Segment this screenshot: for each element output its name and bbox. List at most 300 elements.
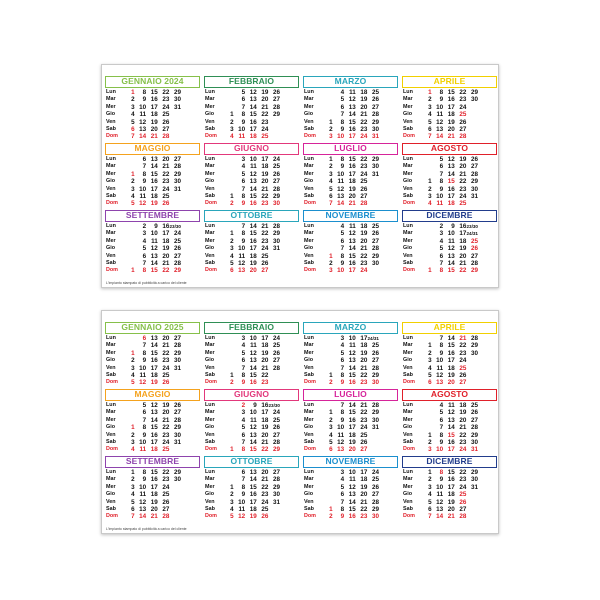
weekday-row [402,163,497,170]
day-number: 9 [340,379,345,387]
weekday-label: Dom [403,446,415,453]
weekday-row [303,342,398,349]
weekday-row [204,119,299,126]
month-title: FEBBRAIO [204,322,299,334]
day-number: 14 [447,259,455,267]
day-number: 27 [162,125,170,133]
weekday-label: Lun [205,156,215,162]
day-number: 21 [459,170,467,178]
day-number: 6 [340,357,345,365]
day-number [169,484,181,491]
weekday-label: Mar [106,163,116,170]
day-number: 13 [249,357,257,365]
day-number: 16 [348,513,356,521]
day-number [420,417,432,424]
month-block [303,389,398,454]
day-number: 24 [459,192,467,200]
day-number: 20 [162,335,170,342]
month-days [105,156,200,208]
weekday-row [402,513,497,520]
day-number [123,156,135,163]
day-number: 27 [371,357,379,365]
day-number: 29 [272,483,280,491]
day-number: 9 [154,223,158,230]
day-number: 11 [337,178,345,186]
day-number: 27 [459,505,467,513]
weekday-row [402,402,497,409]
day-number: 17 [447,483,455,491]
day-number: 4 [230,252,234,260]
day-number: 28 [173,163,181,171]
day-number: 23 [360,163,368,171]
day-number: 18 [150,111,158,119]
day-number: 19 [447,118,455,126]
day-number: 19 [348,185,356,193]
day-number: 12 [150,245,158,253]
day-number: 22 [261,371,269,379]
day-number: 12 [337,185,345,193]
weekday-label: Sab [403,371,413,378]
day-number: 26 [459,118,467,126]
day-number: 22 [459,178,467,186]
day-number [169,111,181,118]
weekday-row [303,156,398,163]
weekday-row [105,156,200,163]
day-number: 15 [249,192,257,200]
month-block [402,143,497,208]
day-number: 23 [459,349,467,357]
day-number: 22 [459,89,467,96]
weekday-label: Ven [106,252,116,259]
weekday-row [402,439,497,446]
weekday-label: Dom [403,513,415,520]
day-number: 18 [360,89,368,96]
day-number [268,119,280,126]
day-number: 23 [162,476,170,484]
day-number: 18 [249,505,257,513]
day-number: 5 [329,438,333,446]
weekday-label: Sab [205,259,215,266]
day-number [367,432,379,439]
weekday-row [105,245,200,252]
day-number: 28 [272,364,280,372]
day-number: 29 [173,267,181,275]
day-number: 17 [447,357,455,365]
weekday-label: Dom [106,133,118,140]
day-number: 27 [371,103,379,111]
weekday-row [105,342,200,349]
weekday-label: Dom [106,267,118,274]
day-number [169,372,181,379]
day-number [420,260,432,267]
month-title: DICEMBRE [402,456,497,468]
day-number: 21 [348,200,356,208]
weekday-row [204,357,299,364]
day-number: 4 [230,505,234,513]
day-number: 17 [150,438,158,446]
day-number: 2 [329,416,333,424]
day-number: 7 [329,200,333,208]
weekday-label: Lun [205,223,215,229]
day-number: 25 [459,364,467,372]
day-number: 14 [139,513,147,521]
day-number: 2 [428,438,432,446]
day-number: 7 [340,111,345,119]
day-number: 12 [348,483,356,491]
day-number: 4 [230,133,234,141]
weekday-label: Sab [304,505,314,512]
day-number: 16 [447,96,455,104]
month-title: MARZO [303,76,398,88]
weekday-row [402,499,497,506]
weekday-row [105,260,200,267]
weekday-label: Lun [205,89,215,95]
weekday-row [303,178,398,185]
day-number: 19 [348,438,356,446]
day-number: 25 [173,237,181,245]
day-number: 17 [360,335,368,342]
day-number: 20 [447,125,455,133]
day-number: 14 [447,335,455,342]
day-number: 19 [162,402,170,409]
day-number: 10 [249,156,257,163]
day-number [169,133,181,140]
day-number [222,439,234,446]
weekday-row [204,104,299,111]
weekday-label: Dom [205,446,217,453]
day-number: 3 [230,498,234,506]
weekday-row [105,446,200,453]
day-number: 15 [348,252,356,260]
month-title: GIUGNO [204,143,299,155]
weekday-row [303,126,398,133]
day-number: 21 [162,416,170,424]
day-number: 22 [459,431,467,439]
day-number: 29 [173,469,181,476]
weekday-row [402,171,497,178]
weekday-label: Mar [205,163,215,170]
weekday-label: Gio [106,357,115,364]
weekday-label: Gio [106,178,115,185]
day-number: 15 [348,371,356,379]
weekday-label: Mer [403,416,413,423]
day-number: 16 [150,96,158,104]
day-number: 28 [162,133,170,141]
day-number: 14 [139,133,147,141]
day-number: 21 [162,259,170,267]
day-number: 17 [150,103,158,111]
day-number: 5 [428,371,432,379]
day-number: 25 [272,163,280,171]
weekday-label: Mer [304,170,314,177]
day-number: 30 [371,125,379,133]
day-number [222,432,234,439]
weekday-row [204,238,299,245]
day-number: 25 [261,505,269,513]
day-number: 12 [447,156,455,163]
weekday-row [402,469,497,476]
day-number: 24 [459,103,467,111]
day-number: 3 [428,483,432,491]
month-days [303,156,398,208]
day-number: 7 [142,416,147,424]
day-number: 21 [150,133,158,141]
weekday-row [105,372,200,379]
day-number: 20 [261,96,269,104]
day-number: 30 [173,431,181,439]
day-number: 7 [439,170,444,178]
day-number: 20 [261,357,269,365]
weekday-label: Gio [304,245,313,252]
day-number [222,350,234,357]
day-number: 15 [348,505,356,513]
month-block [402,389,497,454]
day-number: 10 [337,133,345,141]
weekday-row [402,484,497,491]
day-number: 16 [249,200,257,208]
weekday-row [402,379,497,386]
day-number: 26 [162,498,170,506]
day-number: 13 [436,379,444,387]
day-number: 17 [249,245,257,253]
day-number [321,89,333,96]
weekday-label: Sab [205,438,215,445]
month-block [303,76,398,141]
weekday-row [204,171,299,178]
day-number: 20 [261,431,269,439]
weekday-row [402,186,497,193]
day-number: 1 [131,89,135,96]
weekday-row [105,163,200,170]
month-title: GENNAIO 2024 [105,76,200,88]
day-number: 7 [340,498,345,506]
weekday-row [402,238,497,245]
weekday-row [402,200,497,207]
day-number: 29 [371,505,379,513]
day-number: 27 [272,178,280,186]
day-number: 10 [249,335,257,342]
day-number: 20 [459,252,467,260]
day-number: 19 [459,245,467,253]
day-number: 10 [249,409,257,417]
day-number: 4 [439,237,444,245]
day-number: 25 [459,200,467,208]
weekday-label: Mar [205,342,215,349]
weekday-label: Ven [304,252,314,259]
day-number: 28 [162,513,170,521]
day-number: 1 [131,424,135,432]
day-number [466,200,478,207]
day-number [367,178,379,185]
weekday-label: Dom [205,379,217,386]
weekday-row [402,357,497,364]
weekday-row [105,238,200,245]
day-number: 10 [139,438,147,446]
month-block [402,322,497,387]
day-number [367,186,379,193]
day-number: 17 [360,469,368,476]
month-title: OTTOBRE [204,456,299,468]
day-number: 29 [173,349,181,357]
weekday-row [204,342,299,349]
month-block [204,389,299,454]
weekday-label: Gio [403,245,412,252]
day-number [321,484,333,491]
day-number: 1 [131,349,135,357]
month-block [105,322,200,387]
day-number: 3 [340,469,345,476]
day-number: 24 [162,483,170,491]
day-number: 19 [249,259,257,267]
weekday-row [402,245,497,252]
day-number: 10 [447,230,455,238]
day-number: 28 [272,185,280,193]
day-number: 11 [139,371,147,379]
day-number [222,335,234,342]
weekday-row [204,253,299,260]
day-number: 9 [241,200,246,208]
weekday-label: Lun [304,402,314,408]
day-number: 26 [162,200,170,208]
day-number: 10 [436,446,444,454]
day-number: 6 [428,379,432,387]
month-title: AGOSTO [402,389,497,401]
weekday-label: Dom [205,267,217,274]
day-number: 18 [447,364,455,372]
day-number: 15 [249,111,257,119]
weekday-row [402,432,497,439]
day-number: 28 [470,424,478,432]
weekday-label: Sab [106,259,116,266]
month-days [303,223,398,275]
day-number: 19 [447,498,455,506]
day-number: 21 [447,133,455,141]
day-number: 20 [447,379,455,387]
weekday-row [105,417,200,424]
day-number: 17 [162,230,170,238]
weekday-label: Lun [205,402,215,408]
day-number [169,506,181,513]
month-title: FEBBRAIO [204,76,299,88]
day-number: 31 [272,498,280,506]
month-block [303,322,398,387]
day-number: 9 [340,259,345,267]
day-number: 24 [459,483,467,491]
weekday-label: Mer [205,349,215,356]
weekday-label: Gio [205,245,214,252]
day-number [420,238,432,245]
day-number: 24 [272,156,280,163]
day-number: 5 [340,96,345,104]
day-number: 31 [272,245,280,253]
day-number [321,238,333,245]
day-number: 5 [428,498,432,506]
day-number: 22 [162,469,170,476]
day-number: 27 [261,267,269,275]
day-number: 20 [360,103,368,111]
day-number: 4 [428,111,432,119]
day-number [321,335,333,342]
day-number [169,126,181,133]
weekday-row [303,111,398,118]
day-number: 24 [360,133,368,141]
day-number [321,365,333,372]
day-number: 28 [371,111,379,119]
day-number: 3 [329,267,333,275]
month-block [204,210,299,275]
day-number: 6 [340,103,345,111]
day-number: 10 [436,192,444,200]
weekday-label: Mar [205,230,215,237]
day-number: 9 [142,476,147,484]
day-number [222,476,234,483]
day-number: 19 [459,156,467,163]
weekday-label: Sab [205,192,215,199]
day-number: 27 [272,431,280,439]
day-number: 26 [360,438,368,446]
weekday-row [303,104,398,111]
month-block [303,143,398,208]
day-number: 3 [340,335,345,342]
day-number: 14 [150,342,158,350]
day-number: 5 [131,118,135,126]
day-number: 22 [360,252,368,260]
weekday-row [303,238,398,245]
day-number: 8 [340,156,345,163]
day-number: 11 [436,111,444,119]
weekday-label: Dom [304,133,316,140]
weekday-label: Sab [106,438,116,445]
day-number: 2 [230,118,234,126]
day-number: 11 [337,431,345,439]
day-number: 21 [459,424,467,432]
day-number: 29 [470,89,478,96]
weekday-row [204,491,299,498]
day-number: 22 [162,424,170,432]
day-number [268,379,280,386]
day-number: 11 [436,491,444,499]
day-number: 18 [261,342,269,350]
day-number: 26 [371,96,379,104]
weekday-row [303,506,398,513]
day-number: 30 [470,185,478,193]
day-number: 3 [241,335,246,342]
weekday-row [303,491,398,498]
weekday-label: Lun [106,223,116,229]
weekday-row [303,171,398,178]
day-number: 7 [340,245,345,253]
day-number: 17 [261,335,269,342]
day-number: 16 [249,379,257,387]
day-number: 6 [340,237,345,245]
day-number: 3 [428,192,432,200]
day-number: 15 [249,230,257,238]
weekday-label: Ven [304,185,314,192]
day-number: 5 [439,409,444,417]
weekday-label: Dom [106,513,118,520]
calendar-card-2025 [101,310,499,534]
day-number: 8 [340,409,345,417]
day-number [466,365,478,372]
weekday-row [303,260,398,267]
weekday-row [402,260,497,267]
day-number: 1 [230,111,234,119]
day-number: 16 [150,178,158,186]
day-number: 4 [241,416,246,424]
day-number: 11 [139,491,147,499]
month-days [204,335,299,387]
day-number: 29 [371,118,379,126]
